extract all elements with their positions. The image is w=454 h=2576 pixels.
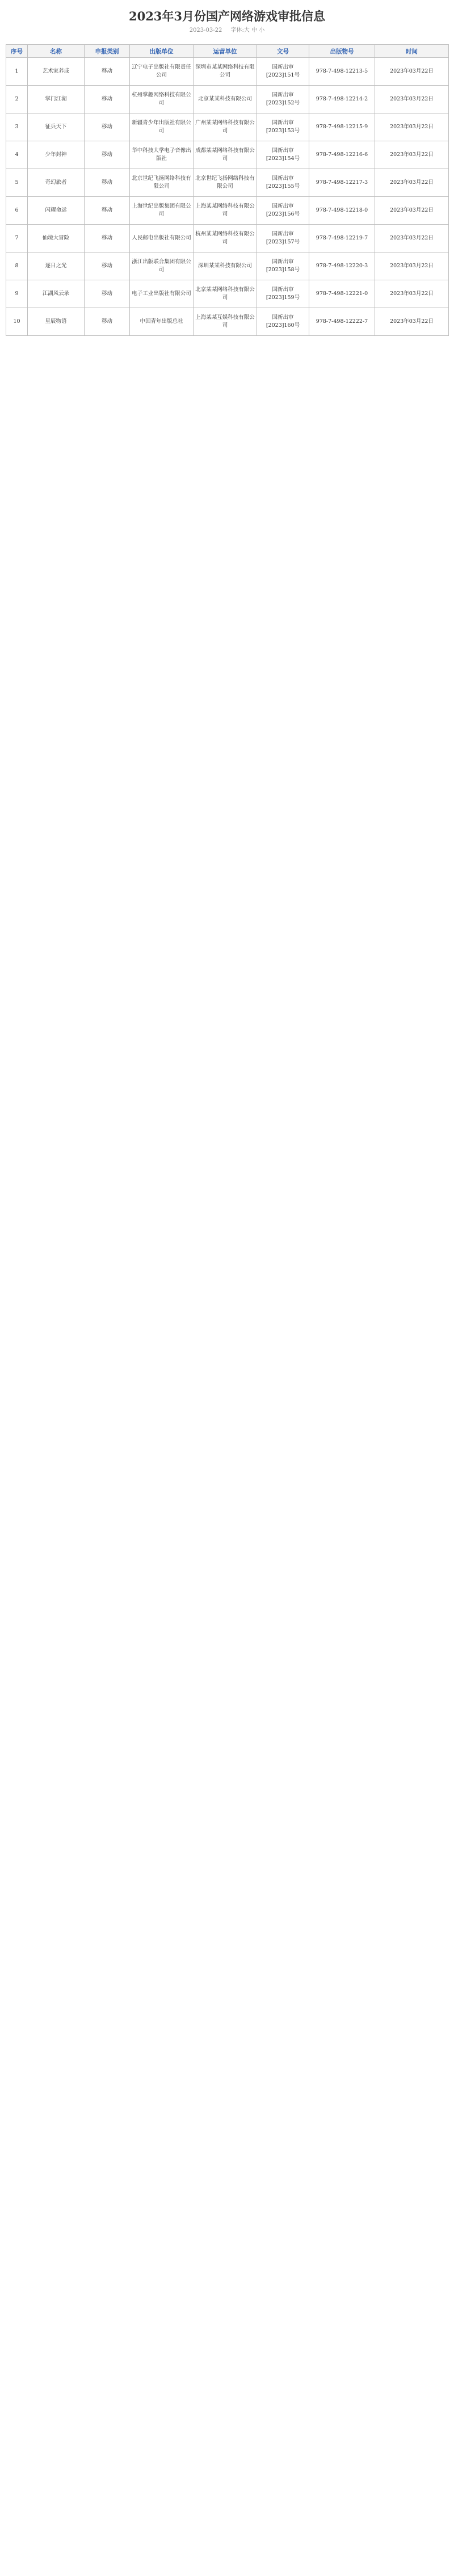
cell-document-number: 国新出审[2023]159号: [257, 280, 309, 308]
cell-category: 移动: [85, 141, 130, 169]
cell-category: 移动: [85, 225, 130, 252]
cell-publisher: 华中科技大学电子音像出版社: [130, 141, 194, 169]
cell-publisher: 浙江出版联合集团有限公司: [130, 252, 194, 280]
cell-document-number: 国新出审[2023]154号: [257, 141, 309, 169]
cell-name: 江湖风云录: [28, 280, 85, 308]
cell-operator: 广州某某网络科技有限公司: [194, 113, 257, 141]
cell-publisher: 人民邮电出版社有限公司: [130, 225, 194, 252]
article-meta: [0, 26, 454, 35]
cell-document-number: 国新出审[2023]152号: [257, 86, 309, 113]
cell-publisher: 辽宁电子出版社有限责任公司: [130, 58, 194, 86]
cell-publisher: 中国青年出版总社: [130, 308, 194, 336]
header-name: 名称: [28, 45, 85, 58]
cell-isbn: 978-7-498-12217-3: [309, 169, 375, 197]
cell-publisher: 新疆青少年出版社有限公司: [130, 113, 194, 141]
header-operator: 运营单位: [194, 45, 257, 58]
cell-document-number: 国新出审[2023]157号: [257, 225, 309, 252]
cell-document-number: 国新出审[2023]156号: [257, 197, 309, 225]
header-document-number: 文号: [257, 45, 309, 58]
cell-operator: 北京世纪飞扬网络科技有限公司: [194, 169, 257, 197]
cell-isbn: 978-7-498-12220-3: [309, 252, 375, 280]
cell-index: 3: [6, 113, 28, 141]
cell-category: 移动: [85, 308, 130, 336]
table-row: [6, 169, 449, 197]
cell-operator: 深圳市某某网络科技有限公司: [194, 58, 257, 86]
header-category: 申报类别: [85, 45, 130, 58]
cell-name: 少年封神: [28, 141, 85, 169]
cell-publisher: 上海世纪出版集团有限公司: [130, 197, 194, 225]
cell-operator: 深圳某某科技有限公司: [194, 252, 257, 280]
cell-date: 2023年03月22日: [375, 86, 449, 113]
cell-isbn: 978-7-498-12213-5: [309, 58, 375, 86]
cell-operator: 上海某某互娱科技有限公司: [194, 308, 257, 336]
cell-name: 掌门江湖: [28, 86, 85, 113]
cell-date: 2023年03月22日: [375, 58, 449, 86]
table-row: [6, 113, 449, 141]
cell-operator: 北京某某网络科技有限公司: [194, 280, 257, 308]
cell-index: 8: [6, 252, 28, 280]
cell-operator: 上海某某网络科技有限公司: [194, 197, 257, 225]
cell-category: 移动: [85, 252, 130, 280]
cell-category: 移动: [85, 197, 130, 225]
cell-date: 2023年03月22日: [375, 141, 449, 169]
cell-category: 移动: [85, 58, 130, 86]
cell-index: 2: [6, 86, 28, 113]
table-row: [6, 86, 449, 113]
header-index: 序号: [6, 45, 28, 58]
cell-document-number: 国新出审[2023]158号: [257, 252, 309, 280]
cell-index: 9: [6, 280, 28, 308]
cell-index: 10: [6, 308, 28, 336]
cell-isbn: 978-7-498-12221-0: [309, 280, 375, 308]
cell-isbn: 978-7-498-12218-0: [309, 197, 375, 225]
publish-date: 2023-03-22: [189, 27, 222, 33]
table-body: [6, 58, 449, 336]
cell-index: 7: [6, 225, 28, 252]
cell-category: 移动: [85, 113, 130, 141]
cell-category: 移动: [85, 86, 130, 113]
cell-date: 2023年03月22日: [375, 252, 449, 280]
table-row: [6, 280, 449, 308]
cell-index: 6: [6, 197, 28, 225]
cell-name: 征兵天下: [28, 113, 85, 141]
cell-name: 星辰物语: [28, 308, 85, 336]
cell-publisher: 杭州掌趣网络科技有限公司: [130, 86, 194, 113]
page-title: 2023年3月份国产网络游戏审批信息: [128, 9, 326, 23]
cell-document-number: 国新出审[2023]160号: [257, 308, 309, 336]
cell-name: 逐日之光: [28, 252, 85, 280]
cell-isbn: 978-7-498-12219-7: [309, 225, 375, 252]
approval-table: [6, 44, 449, 336]
cell-date: 2023年03月22日: [375, 225, 449, 252]
cell-category: 移动: [85, 169, 130, 197]
table-header-row: [6, 45, 449, 58]
cell-date: 2023年03月22日: [375, 280, 449, 308]
cell-isbn: 978-7-498-12214-2: [309, 86, 375, 113]
font-size-controls[interactable]: 字体:大 中 小: [230, 27, 265, 33]
cell-date: 2023年03月22日: [375, 197, 449, 225]
cell-document-number: 国新出审[2023]155号: [257, 169, 309, 197]
cell-category: 移动: [85, 280, 130, 308]
header-date: 时间: [375, 45, 449, 58]
cell-index: 5: [6, 169, 28, 197]
cell-date: 2023年03月22日: [375, 169, 449, 197]
cell-name: 仙境大冒险: [28, 225, 85, 252]
cell-name: 闪耀命运: [28, 197, 85, 225]
header-publisher: 出版单位: [130, 45, 194, 58]
header-isbn: 出版物号: [309, 45, 375, 58]
cell-document-number: 国新出审[2023]151号: [257, 58, 309, 86]
cell-name: 艺术家养成: [28, 58, 85, 86]
cell-date: 2023年03月22日: [375, 308, 449, 336]
cell-date: 2023年03月22日: [375, 113, 449, 141]
cell-operator: 北京某某科技有限公司: [194, 86, 257, 113]
cell-publisher: 北京世纪飞扬网络科技有限公司: [130, 169, 194, 197]
table-row: [6, 308, 449, 336]
cell-isbn: 978-7-498-12216-6: [309, 141, 375, 169]
table-row: [6, 58, 449, 86]
table-row: [6, 197, 449, 225]
cell-name: 奇幻旅者: [28, 169, 85, 197]
page: [0, 0, 454, 336]
cell-publisher: 电子工业出版社有限公司: [130, 280, 194, 308]
table-row: [6, 141, 449, 169]
cell-index: 4: [6, 141, 28, 169]
cell-operator: 成都某某网络科技有限公司: [194, 141, 257, 169]
cell-isbn: 978-7-498-12222-7: [309, 308, 375, 336]
cell-document-number: 国新出审[2023]153号: [257, 113, 309, 141]
table-row: [6, 252, 449, 280]
cell-index: 1: [6, 58, 28, 86]
cell-operator: 杭州某某网络科技有限公司: [194, 225, 257, 252]
table-row: [6, 225, 449, 252]
cell-isbn: 978-7-498-12215-9: [309, 113, 375, 141]
